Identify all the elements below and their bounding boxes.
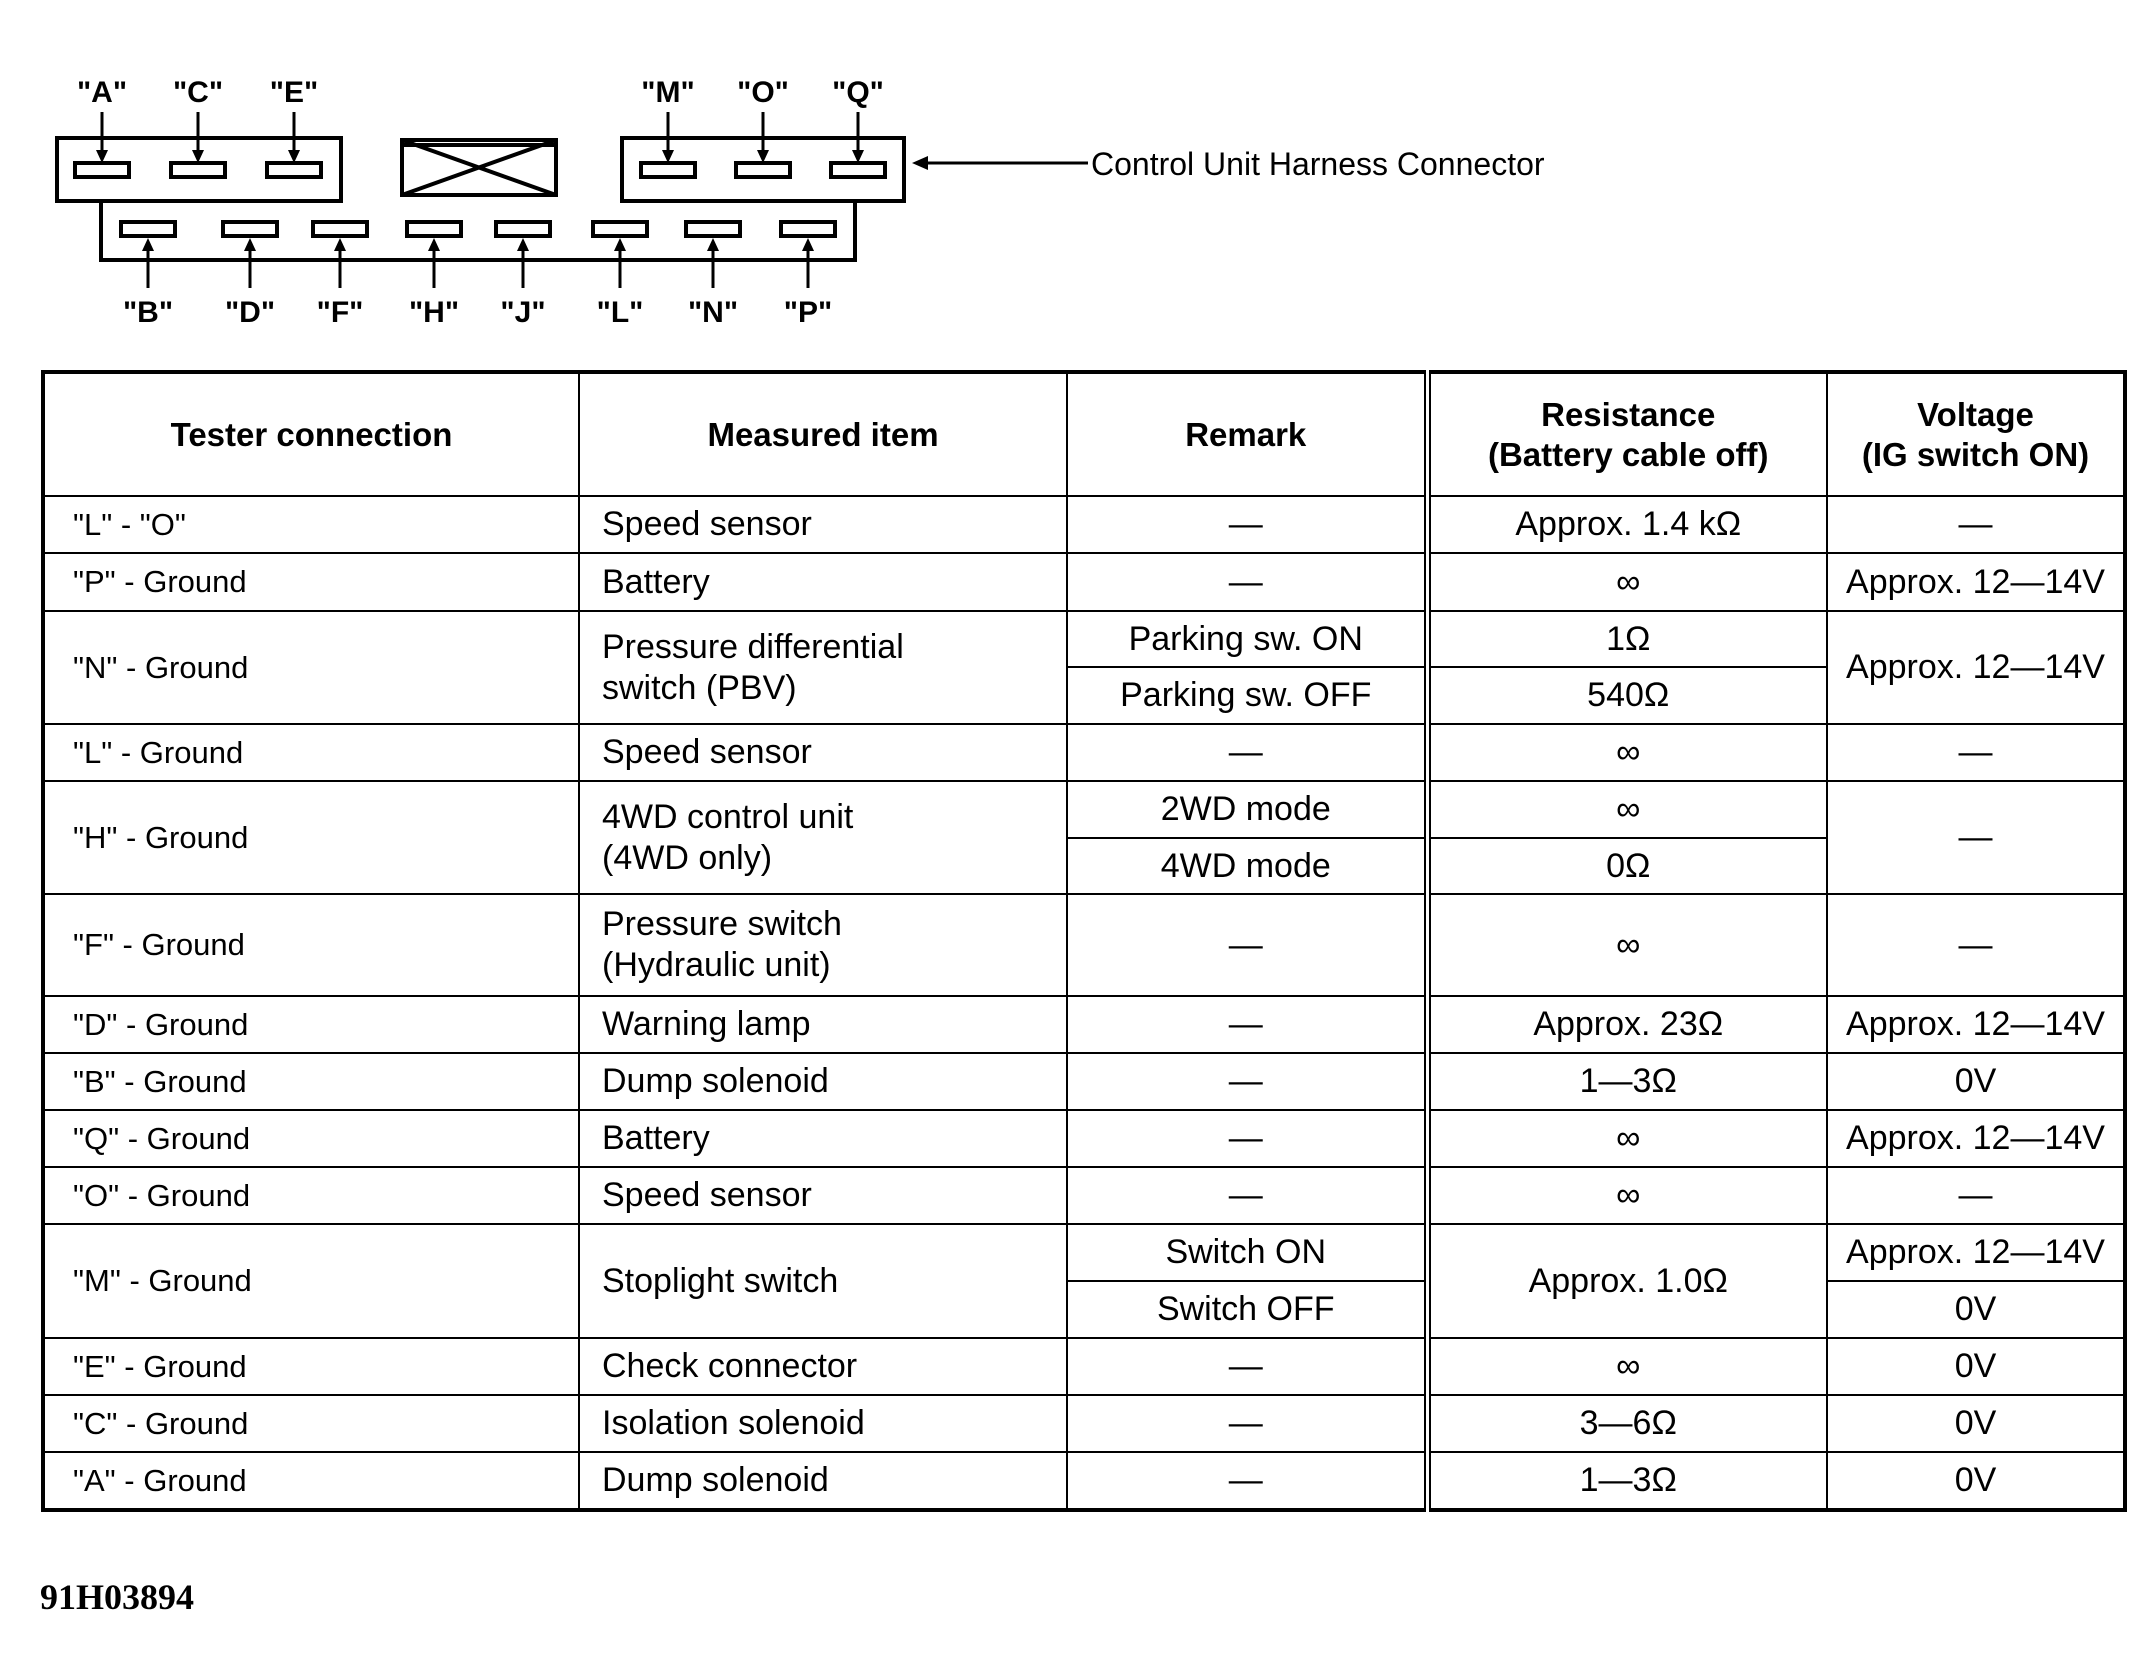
cell-tester: "H" - Ground [43, 781, 579, 894]
pin-label-bottom: "B" [122, 296, 174, 329]
pin-label-top: "A" [76, 76, 128, 109]
cell-voltage: — [1827, 1167, 2125, 1224]
cell-item: Speed sensor [579, 724, 1067, 781]
terminal-slot [736, 163, 790, 177]
terminal-slot [267, 163, 321, 177]
table-row [43, 1167, 2125, 1224]
header-voltage: Voltage (IG switch ON) [1827, 372, 2125, 496]
cell-remark: Switch OFF [1067, 1281, 1427, 1338]
pin-label-top: "Q" [832, 76, 884, 109]
cell-voltage: 0V [1827, 1395, 2125, 1452]
pin-label-top: "C" [172, 76, 224, 109]
pin-label-bottom: "J" [500, 296, 546, 329]
cell-remark: — [1067, 1395, 1427, 1452]
cell-tester: "O" - Ground [43, 1167, 579, 1224]
cell-voltage: Approx. 12—14V [1827, 996, 2125, 1053]
table-row [43, 1224, 2125, 1281]
cell-item: Dump solenoid [579, 1452, 1067, 1510]
terminal-slot [781, 222, 835, 236]
cell-item: Speed sensor [579, 496, 1067, 553]
tester-spec-table [41, 370, 2127, 1512]
cell-item: Pressure switch (Hydraulic unit) [579, 894, 1067, 996]
cell-voltage: Approx. 12—14V [1827, 1224, 2125, 1281]
cell-remark: — [1067, 894, 1427, 996]
cell-tester: "D" - Ground [43, 996, 579, 1053]
cell-remark: 2WD mode [1067, 781, 1427, 838]
cell-voltage: — [1827, 894, 2125, 996]
cell-voltage: Approx. 12—14V [1827, 553, 2125, 611]
terminal-slot [407, 222, 461, 236]
cell-tester: "A" - Ground [43, 1452, 579, 1510]
table-row [43, 724, 2125, 781]
cell-resistance: ∞ [1427, 1110, 1827, 1167]
cell-tester: "B" - Ground [43, 1053, 579, 1110]
cell-remark: — [1067, 1338, 1427, 1395]
cell-remark: — [1067, 496, 1427, 553]
terminal-slot [641, 163, 695, 177]
cell-item: Speed sensor [579, 1167, 1067, 1224]
cell-resistance: ∞ [1427, 894, 1827, 996]
pin-label-top: "E" [269, 76, 319, 109]
pin-label-top: "M" [641, 76, 695, 109]
cell-tester: "Q" - Ground [43, 1110, 579, 1167]
cell-remark: 4WD mode [1067, 838, 1427, 894]
terminal-slot [686, 222, 740, 236]
terminal-slot [75, 163, 129, 177]
cell-voltage: 0V [1827, 1338, 2125, 1395]
table-row [43, 1395, 2125, 1452]
pin-label-bottom: "P" [783, 296, 833, 329]
cell-item: Dump solenoid [579, 1053, 1067, 1110]
cell-resistance: ∞ [1427, 724, 1827, 781]
pin-arrowhead [707, 238, 719, 251]
cell-voltage: — [1827, 724, 2125, 781]
cell-tester: "P" - Ground [43, 553, 579, 611]
cell-voltage: — [1827, 781, 2125, 894]
pin-label-bottom: "L" [596, 296, 644, 329]
cell-item: Pressure differential switch (PBV) [579, 611, 1067, 724]
pin-label-bottom: "D" [224, 296, 276, 329]
cell-voltage: 0V [1827, 1053, 2125, 1110]
cell-remark: — [1067, 1110, 1427, 1167]
terminal-slot [831, 163, 885, 177]
cell-item: 4WD control unit (4WD only) [579, 781, 1067, 894]
terminal-slot [313, 222, 367, 236]
cell-resistance: Approx. 23Ω [1427, 996, 1827, 1053]
cell-resistance: 0Ω [1427, 838, 1827, 894]
pin-arrowhead [802, 238, 814, 251]
cell-remark: Switch ON [1067, 1224, 1427, 1281]
cell-tester: "M" - Ground [43, 1224, 579, 1338]
cell-item: Warning lamp [579, 996, 1067, 1053]
table-row [43, 496, 2125, 553]
cell-tester: "C" - Ground [43, 1395, 579, 1452]
figure-code: 91H03894 [40, 1577, 195, 1617]
cell-voltage: 0V [1827, 1452, 2125, 1510]
table-row [43, 1053, 2125, 1110]
table-row [43, 996, 2125, 1053]
connector-caption: Control Unit Harness Connector [1091, 146, 1545, 182]
table-row [43, 1110, 2125, 1167]
header-tester-connection: Tester connection [43, 372, 579, 496]
cell-voltage: Approx. 12—14V [1827, 1110, 2125, 1167]
header-remark: Remark [1067, 372, 1427, 496]
terminal-slot [223, 222, 277, 236]
cell-item: Isolation solenoid [579, 1395, 1067, 1452]
table-row [43, 781, 2125, 838]
pin-arrowhead [244, 238, 256, 251]
cell-tester: "L" - Ground [43, 724, 579, 781]
pin-label-bottom: "F" [316, 296, 364, 329]
table-row [43, 894, 2125, 996]
connector-diagram [0, 0, 1600, 340]
cell-remark: — [1067, 1053, 1427, 1110]
caption-arrowhead [912, 156, 928, 170]
cell-tester: "E" - Ground [43, 1338, 579, 1395]
cell-tester: "N" - Ground [43, 611, 579, 724]
cell-remark: — [1067, 1452, 1427, 1510]
pin-arrowhead [428, 238, 440, 251]
cell-resistance: Approx. 1.0Ω [1427, 1224, 1827, 1338]
pin-arrowhead [517, 238, 529, 251]
table-row [43, 611, 2125, 667]
cell-resistance: ∞ [1427, 553, 1827, 611]
cell-item: Battery [579, 553, 1067, 611]
cell-tester: "F" - Ground [43, 894, 579, 996]
pin-arrowhead [614, 238, 626, 251]
cell-resistance: ∞ [1427, 781, 1827, 838]
cell-remark: — [1067, 1167, 1427, 1224]
pin-label-bottom: "N" [687, 296, 739, 329]
terminal-slot [593, 222, 647, 236]
cell-item: Battery [579, 1110, 1067, 1167]
cell-resistance: 3—6Ω [1427, 1395, 1827, 1452]
cell-voltage: 0V [1827, 1281, 2125, 1338]
table-row [43, 1338, 2125, 1395]
pin-label-bottom: "H" [408, 296, 460, 329]
cell-resistance: 1Ω [1427, 611, 1827, 667]
cell-voltage: Approx. 12—14V [1827, 611, 2125, 724]
header-resistance: Resistance (Battery cable off) [1427, 372, 1827, 496]
cell-remark: — [1067, 553, 1427, 611]
cell-item: Stoplight switch [579, 1224, 1067, 1338]
table-header-row [43, 372, 2125, 496]
header-measured-item: Measured item [579, 372, 1067, 496]
pin-label-top: "O" [737, 76, 789, 109]
terminal-slot [496, 222, 550, 236]
cell-resistance: ∞ [1427, 1167, 1827, 1224]
table-row [43, 1452, 2125, 1510]
cell-tester: "L" - "O" [43, 496, 579, 553]
terminal-slot [121, 222, 175, 236]
cell-resistance: 1—3Ω [1427, 1053, 1827, 1110]
cell-item: Check connector [579, 1338, 1067, 1395]
table-row [43, 553, 2125, 611]
cell-resistance: 1—3Ω [1427, 1452, 1827, 1510]
pin-arrowhead [334, 238, 346, 251]
cell-remark: Parking sw. OFF [1067, 667, 1427, 724]
cell-resistance: ∞ [1427, 1338, 1827, 1395]
cell-resistance: 540Ω [1427, 667, 1827, 724]
cell-remark: Parking sw. ON [1067, 611, 1427, 667]
terminal-slot [171, 163, 225, 177]
cell-remark: — [1067, 724, 1427, 781]
cell-remark: — [1067, 996, 1427, 1053]
cell-resistance: Approx. 1.4 kΩ [1427, 496, 1827, 553]
cell-voltage: — [1827, 496, 2125, 553]
pin-arrowhead [142, 238, 154, 251]
